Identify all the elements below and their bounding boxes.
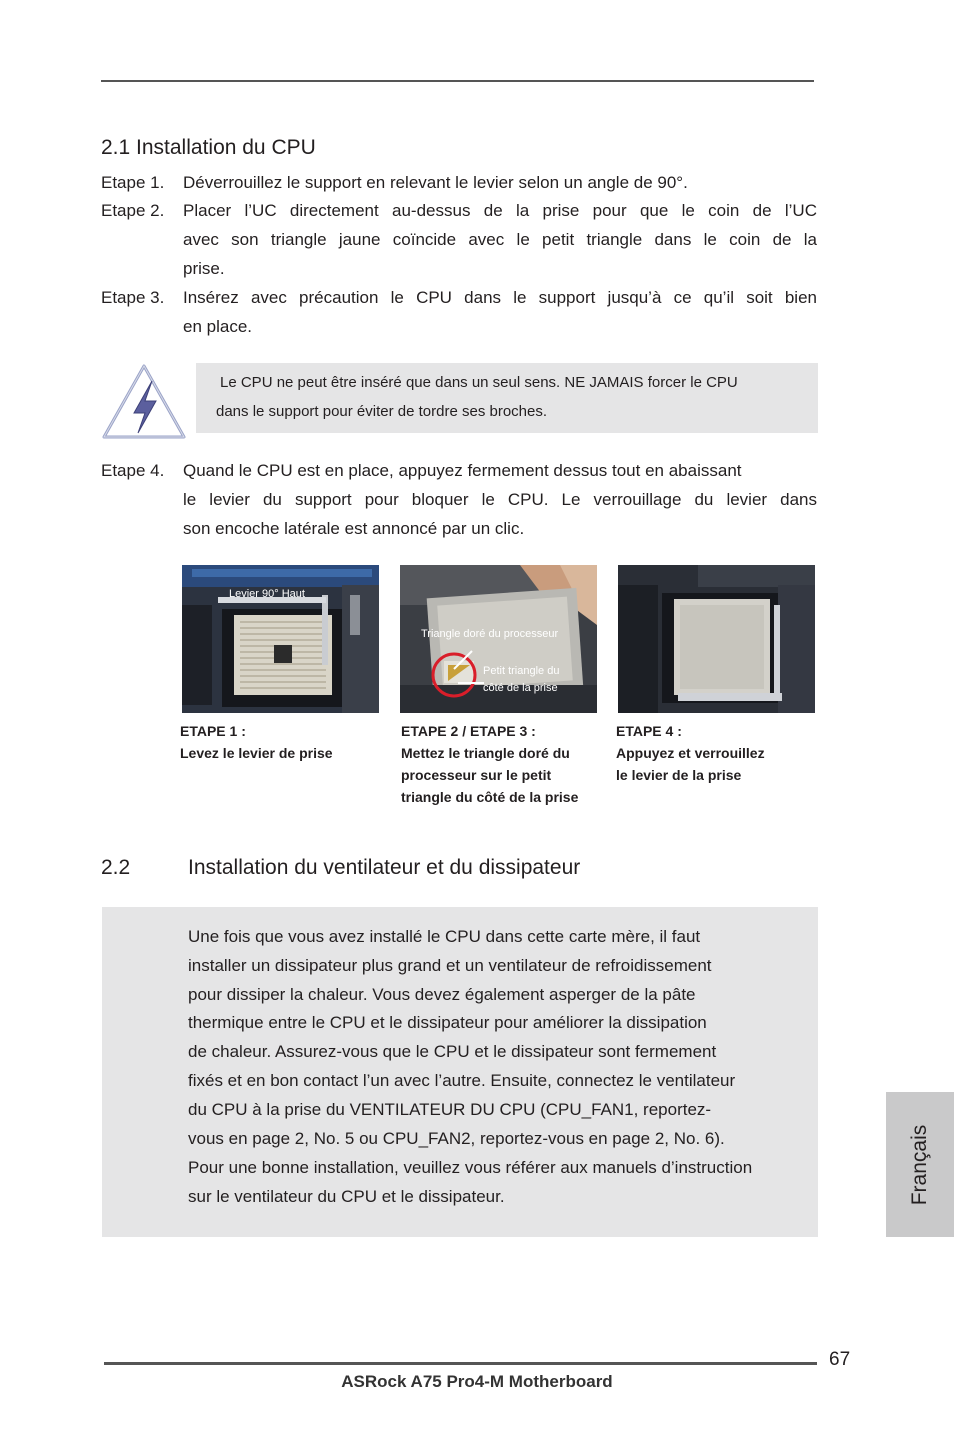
caption-line: ETAPE 1 : bbox=[180, 723, 246, 739]
footer-title bbox=[0, 1372, 954, 1392]
photo-overlay-label: Petit triangle du bbox=[483, 665, 560, 677]
caption-line: Mettez le triangle doré du bbox=[401, 745, 570, 761]
panel-line: Pour une bonne installation, veuillez vous référer aux manuels d’instruction bbox=[188, 1158, 753, 1177]
language-side-tab bbox=[886, 1092, 954, 1237]
photo-caption-step-2-3 bbox=[401, 720, 578, 808]
fan-install-panel bbox=[102, 907, 818, 1237]
caption-line: Levez le levier de prise bbox=[180, 745, 333, 761]
step-text bbox=[183, 196, 817, 283]
caption-line: le levier de la prise bbox=[616, 767, 742, 783]
step-2-line: avec son triangle jaune coïncide avec le petit triangle dans le coin de la bbox=[183, 230, 817, 249]
step-3-line: Insérez avec précaution le CPU dans le support jusqu’à ce qu’il soit bien bbox=[183, 288, 817, 307]
section-heading-cpu-install: 2.1 Installation du CPU bbox=[101, 136, 316, 159]
section-number: 2.2 bbox=[101, 856, 131, 879]
panel-line: du CPU à la prise du VENTILATEUR DU CPU (CPU_FAN1, reportez- bbox=[188, 1100, 712, 1119]
photo-overlay-label: côté de la prise bbox=[483, 682, 558, 694]
step-4-line: le levier du support pour bloquer le CPU. Le verrouillage du levier dans bbox=[183, 490, 817, 509]
step-4-line: Quand le CPU est en place, appuyez fermement dessus tout en abaissant bbox=[183, 461, 742, 480]
highlight-circle-icon bbox=[428, 649, 488, 699]
panel-line: sur le ventilateur du CPU et le dissipateur. bbox=[188, 1187, 505, 1206]
step-4-line: son encoche latérale est annoncé par un clic. bbox=[183, 519, 525, 538]
warning-note bbox=[101, 363, 818, 433]
caption-line: ETAPE 4 : bbox=[616, 723, 682, 739]
socket-locked-image bbox=[618, 565, 815, 713]
panel-line: Une fois que vous avez installé le CPU dans cette carte mère, il faut bbox=[188, 927, 701, 946]
step-label: Etape 2. bbox=[101, 201, 165, 220]
step-text bbox=[183, 168, 817, 197]
panel-line: vous en page 2, No. 5 ou CPU_FAN2, reportez-vous en page 2, No. 6). bbox=[188, 1129, 725, 1148]
section-title: Installation du ventilateur et du dissipateur bbox=[188, 856, 581, 879]
caption-line: processeur sur le petit bbox=[401, 767, 552, 783]
caption-line: ETAPE 2 / ETAPE 3 : bbox=[401, 723, 536, 739]
panel-line: installer un dissipateur plus grand et un ventilateur de refroidissement bbox=[188, 956, 712, 975]
footer-text: ASRock A75 Pro4-M Motherboard bbox=[341, 1372, 613, 1391]
warning-box bbox=[196, 363, 818, 433]
step-3-line: en place. bbox=[183, 317, 252, 336]
photo-step-2-3-cpu-placement bbox=[400, 565, 597, 713]
photo-caption-step-1 bbox=[180, 720, 333, 764]
photo-overlay-label: Triangle doré du processeur bbox=[421, 628, 559, 640]
page-number: 67 bbox=[829, 1349, 851, 1370]
top-rule bbox=[101, 80, 814, 82]
photo-step-4-lever-locked bbox=[618, 565, 815, 713]
language-label: Français bbox=[908, 1124, 931, 1205]
caption-line: triangle du côté de la prise bbox=[401, 789, 579, 805]
panel-line: de chaleur. Assurez-vous que le CPU et le dissipateur sont fermement bbox=[188, 1042, 717, 1061]
step-1-line: Déverrouillez le support en relevant le levier selon un angle de 90°. bbox=[183, 173, 688, 192]
photo-caption-step-4 bbox=[616, 720, 765, 786]
panel-line: fixés et en bon contact l’un avec l’autre. Ensuite, connectez le ventilateur bbox=[188, 1071, 736, 1090]
photo-step-1-socket-lever-up bbox=[182, 565, 379, 713]
caption-line: Appuyez et verrouillez bbox=[616, 745, 765, 761]
step-2-line: prise. bbox=[183, 259, 225, 278]
step-label: Etape 1. bbox=[101, 173, 165, 192]
step-2-line: Placer l’UC directement au-dessus de la prise pour que le coin de l’UC bbox=[183, 201, 817, 220]
panel-line: pour dissiper la chaleur. Vous devez également asperger de la pâte bbox=[188, 985, 696, 1004]
bottom-rule bbox=[104, 1362, 817, 1365]
step-text bbox=[183, 283, 817, 341]
warning-text-line: Le CPU ne peut être inséré que dans un seul sens. NE JAMAIS forcer le CPU bbox=[220, 374, 738, 391]
step-text bbox=[183, 456, 817, 543]
panel-line: thermique entre le CPU et le dissipateur pour améliorer la dissipation bbox=[188, 1013, 707, 1032]
step-label: Etape 4. bbox=[101, 461, 165, 480]
warning-text-line: dans le support pour éviter de tordre ses broches. bbox=[216, 403, 548, 420]
step-label: Etape 3. bbox=[101, 288, 165, 307]
warning-lightning-icon bbox=[101, 363, 187, 441]
photo-overlay-label: Levier 90° Haut bbox=[229, 588, 305, 600]
